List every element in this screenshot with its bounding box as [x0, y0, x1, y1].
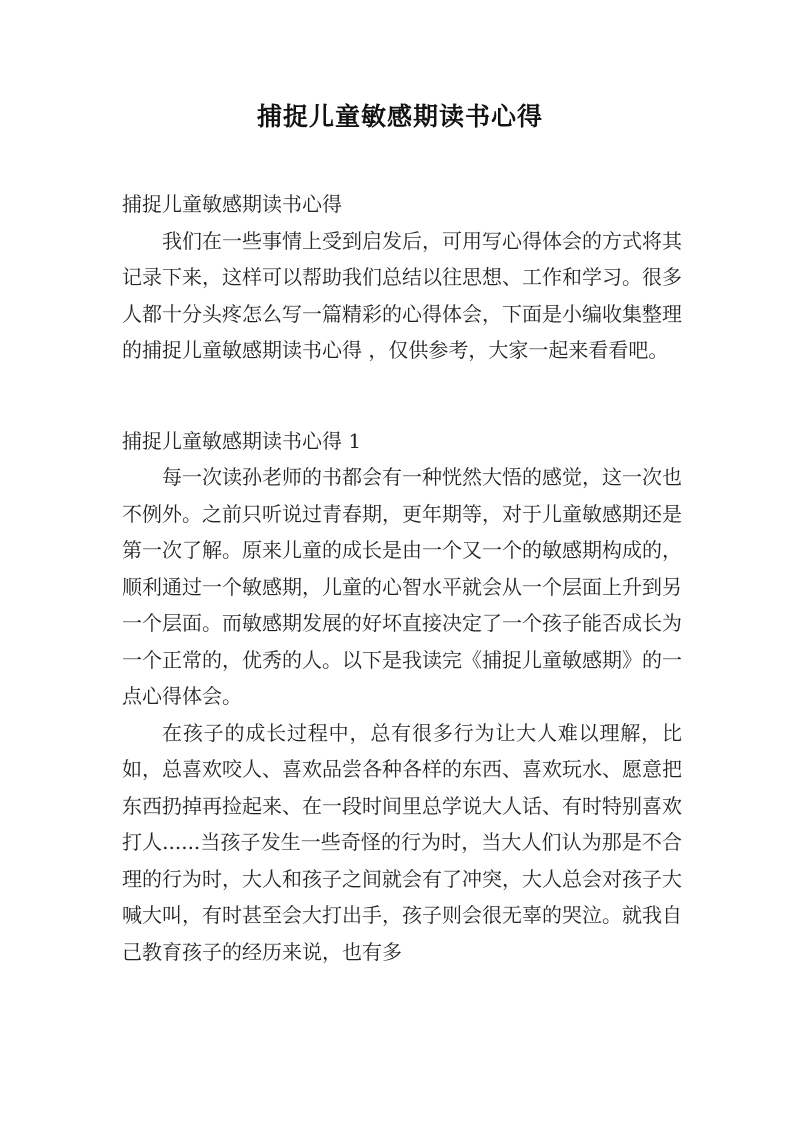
document-body	[122, 186, 682, 970]
body-paragraph: 每一次读孙老师的书都会有一种恍然大悟的感觉，这一次也不例外。之前只听说过青春期，更年期等，对于儿童敏感期还是第一次了解。原来儿童的成长是由一个又一个的敏感期构成的，顺利通过一个敏感期，儿童的心智水平就会从一个层面上升到另一个层面。而敏感期发展的好坏直接决定了一个孩子能否成长为一个正常的，优秀的人。以下是我读完《捕捉儿童敏感期》的一点心得体会。	[122, 465, 682, 708]
document-subtitle: 捕捉儿童敏感期读书心得	[122, 192, 342, 216]
section-heading: 捕捉儿童敏感期读书心得 1	[122, 428, 362, 453]
body-paragraph: 在孩子的成长过程中，总有很多行为让大人难以理解，比如，总喜欢咬人、喜欢品尝各种各样的东西、喜欢玩水、愿意把东西扔掉再捡起来、在一段时间里总学说大人话、有时特别喜欢打人......当孩子发生一些奇怪的行为时，当大人们认为那是不合理的行为时，大人和孩子之间就会有了冲突，大人总会对孩子大喊大叫，有时甚至会大打出手，孩子则会很无辜的哭泣。就我自己教育孩子的经历来说，也有多	[122, 720, 682, 964]
section-spacer	[122, 369, 682, 423]
intro-paragraph: 我们在一些事情上受到启发后，可用写心得体会的方式将其记录下来，这样可以帮助我们总结以往思想、工作和学习。很多人都十分头疼怎么写一篇精彩的心得体会，下面是小编收集整理的捕捉儿童敏感期读书心得 ，仅供参考，大家一起来看看吧。	[122, 228, 682, 362]
document-title: 捕捉儿童敏感期读书心得	[256, 102, 543, 131]
